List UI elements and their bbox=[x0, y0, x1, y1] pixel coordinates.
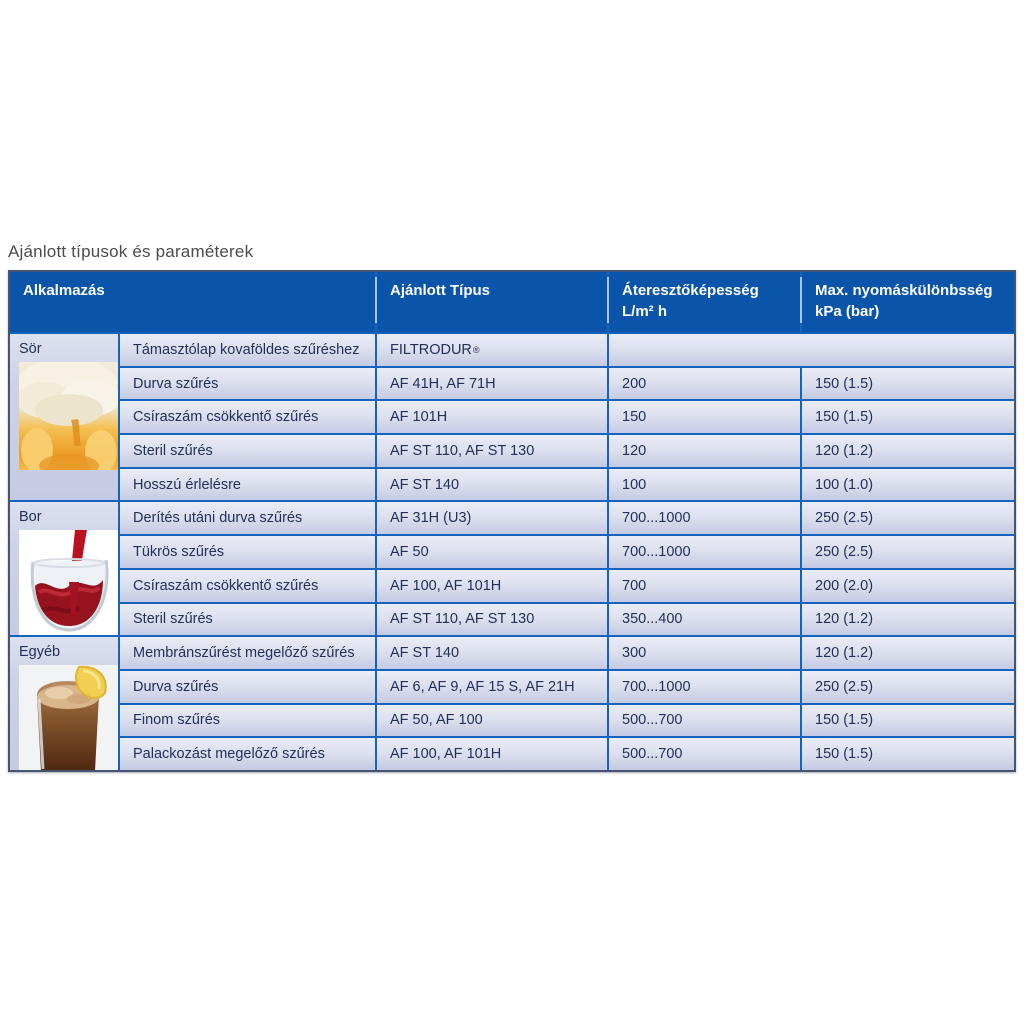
pressure-cell: 120 (1.2) bbox=[802, 604, 1014, 636]
other-drink-photo bbox=[19, 665, 118, 770]
permeability-cell: 700...1000 bbox=[609, 502, 800, 534]
column-header-type: Ajánlott Típus bbox=[377, 272, 607, 332]
application-cell: Membránszűrést megelőző szűrés bbox=[120, 637, 375, 669]
column-header-application: Alkalmazás bbox=[10, 272, 375, 332]
type-cell: AF ST 110, AF ST 130 bbox=[377, 604, 607, 636]
column-header-pressure-unit: kPa (bar) bbox=[815, 303, 880, 320]
permeability-cell: 350...400 bbox=[609, 604, 800, 636]
type-cell: AF 41H, AF 71H bbox=[377, 368, 607, 400]
application-cell: Hosszú érlelésre bbox=[120, 469, 375, 501]
pressure-cell: 150 (1.5) bbox=[802, 705, 1014, 737]
filter-parameters-table bbox=[8, 270, 1016, 772]
application-cell: Palackozást megelőző szűrés bbox=[120, 738, 375, 770]
column-header-permeability-label: Áteresztőképesség bbox=[622, 282, 759, 299]
type-cell: AF 50, AF 100 bbox=[377, 705, 607, 737]
permeability-cell: 500...700 bbox=[609, 738, 800, 770]
application-cell: Steril szűrés bbox=[120, 435, 375, 467]
category-label-beer: Sör bbox=[19, 341, 42, 357]
pressure-cell: 200 (2.0) bbox=[802, 570, 1014, 602]
column-header-permeability-unit: L/m² h bbox=[622, 303, 667, 320]
pressure-cell: 100 (1.0) bbox=[802, 469, 1014, 501]
type-cell: AF 6, AF 9, AF 15 S, AF 21H bbox=[377, 671, 607, 703]
beer-photo bbox=[19, 362, 118, 470]
category-label-wine: Bor bbox=[19, 509, 42, 526]
category-cell-beer bbox=[10, 334, 118, 500]
pressure-cell: 150 (1.5) bbox=[802, 738, 1014, 770]
application-cell: Támasztólap kovaföldes szűréshez bbox=[120, 334, 375, 366]
permeability-cell: 200 bbox=[609, 368, 800, 400]
merged-empty-cell bbox=[609, 334, 1014, 366]
permeability-cell: 300 bbox=[609, 637, 800, 669]
type-cell: AF 100, AF 101H bbox=[377, 570, 607, 602]
column-header-pressure-label: Max. nyomáskülönbsség bbox=[815, 282, 993, 299]
pressure-cell: 250 (2.5) bbox=[802, 671, 1014, 703]
type-cell: FILTRODUR ® bbox=[377, 334, 607, 366]
permeability-cell: 700 bbox=[609, 570, 800, 602]
pressure-cell: 250 (2.5) bbox=[802, 502, 1014, 534]
type-text: FILTRODUR bbox=[390, 341, 472, 358]
page-title: Ajánlott típusok és paraméterek bbox=[8, 242, 254, 261]
permeability-cell: 100 bbox=[609, 469, 800, 501]
application-cell: Csíraszám csökkentő szűrés bbox=[120, 401, 375, 433]
category-label-other: Egyéb bbox=[19, 644, 61, 661]
type-cell: AF 100, AF 101H bbox=[377, 738, 607, 770]
category-cell-other bbox=[10, 637, 118, 770]
pressure-cell: 150 (1.5) bbox=[802, 401, 1014, 433]
application-cell: Derítés utáni durva szűrés bbox=[120, 502, 375, 534]
pressure-cell: 250 (2.5) bbox=[802, 536, 1014, 568]
wine-photo bbox=[19, 530, 118, 635]
column-header-pressure bbox=[802, 272, 1014, 332]
type-cell: AF ST 140 bbox=[377, 469, 607, 501]
application-cell: Durva szűrés bbox=[120, 671, 375, 703]
permeability-cell: 120 bbox=[609, 435, 800, 467]
type-cell: AF 31H (U3) bbox=[377, 502, 607, 534]
application-cell: Csíraszám csökkentő szűrés bbox=[120, 570, 375, 602]
permeability-cell: 700...1000 bbox=[609, 536, 800, 568]
pressure-cell: 150 (1.5) bbox=[802, 368, 1014, 400]
pressure-cell: 120 (1.2) bbox=[802, 435, 1014, 467]
type-cell: AF 101H bbox=[377, 401, 607, 433]
pressure-cell: 120 (1.2) bbox=[802, 637, 1014, 669]
type-cell: AF 50 bbox=[377, 536, 607, 568]
permeability-cell: 700...1000 bbox=[609, 671, 800, 703]
permeability-cell: 150 bbox=[609, 401, 800, 433]
permeability-cell: 500...700 bbox=[609, 705, 800, 737]
application-cell: Tükrös szűrés bbox=[120, 536, 375, 568]
type-cell: AF ST 110, AF ST 130 bbox=[377, 435, 607, 467]
category-cell-wine bbox=[10, 502, 118, 635]
type-cell: AF ST 140 bbox=[377, 637, 607, 669]
application-cell: Durva szűrés bbox=[120, 368, 375, 400]
application-cell: Finom szűrés bbox=[120, 705, 375, 737]
column-header-permeability bbox=[609, 272, 800, 332]
application-cell: Steril szűrés bbox=[120, 604, 375, 636]
